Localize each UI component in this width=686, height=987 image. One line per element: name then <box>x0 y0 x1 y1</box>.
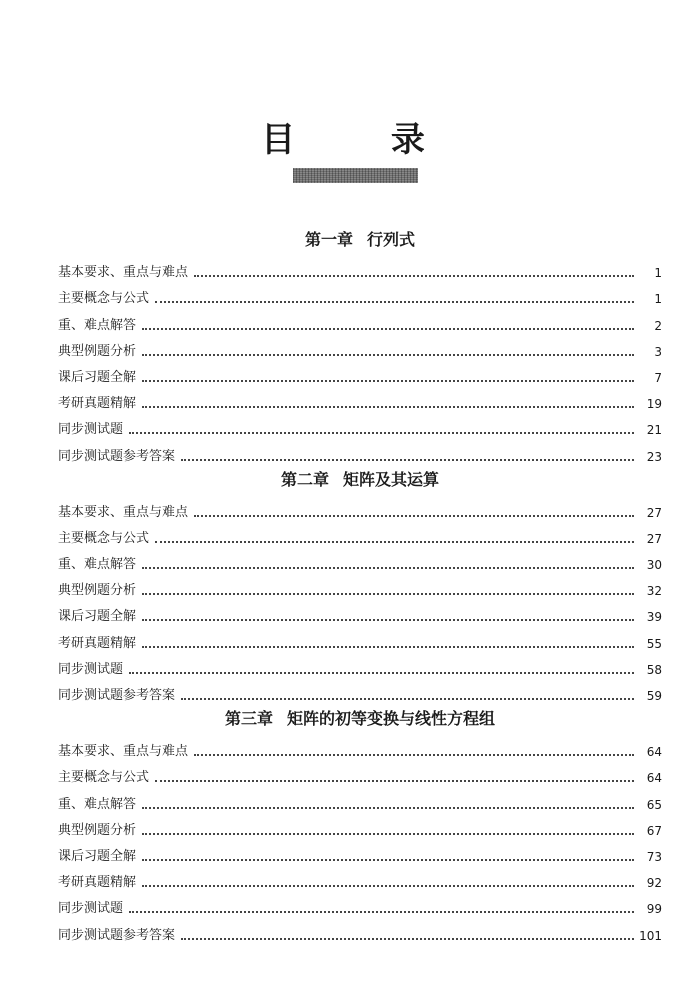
dot-leader <box>142 645 634 648</box>
table-of-contents <box>58 226 662 947</box>
toc-entry-page-number: 27 <box>646 505 662 520</box>
dot-leader <box>142 566 634 569</box>
toc-entry-label: 同步测试题 <box>58 422 124 438</box>
toc-entry-label: 典型例题分析 <box>58 822 137 838</box>
toc-entry[interactable] <box>58 574 662 600</box>
toc-entry-label: 同步测试题参考答案 <box>58 448 176 464</box>
toc-entry-page-number: 92 <box>646 876 662 891</box>
toc-entry-label: 考研真题精解 <box>58 396 137 412</box>
chapter-title: 行列式 <box>367 230 416 249</box>
toc-entry[interactable] <box>58 761 662 787</box>
toc-entry-page-number: 101 <box>639 928 662 943</box>
toc-entry-page-number: 1 <box>654 266 662 281</box>
toc-entry-label: 主要概念与公式 <box>58 530 150 546</box>
toc-entry-label: 典型例题分析 <box>58 583 137 599</box>
chapter-section <box>58 707 662 945</box>
toc-entry-label: 主要概念与公式 <box>58 770 150 786</box>
dot-leader <box>142 592 634 595</box>
toc-entry[interactable] <box>58 522 662 548</box>
toc-entry[interactable] <box>58 413 662 439</box>
toc-entry-label: 典型例题分析 <box>58 343 137 359</box>
toc-entry[interactable] <box>58 735 662 761</box>
toc-entry-page-number: 27 <box>646 531 662 546</box>
toc-entry-page-number: 73 <box>646 849 662 864</box>
chapter-title: 矩阵的初等变换与线性方程组 <box>287 709 496 728</box>
dot-leader <box>142 327 634 330</box>
toc-entry-label: 课后习题全解 <box>58 369 137 385</box>
dot-leader <box>194 753 634 756</box>
dot-leader <box>155 540 634 543</box>
toc-entry[interactable] <box>58 496 662 522</box>
toc-entry[interactable] <box>58 548 662 574</box>
toc-entry-label: 同步测试题 <box>58 901 124 917</box>
dot-leader <box>142 405 634 408</box>
toc-entry-page-number: 99 <box>646 902 662 917</box>
dot-leader <box>142 884 634 887</box>
toc-entry[interactable] <box>58 256 662 282</box>
toc-entry-label: 基本要求、重点与难点 <box>58 744 189 760</box>
toc-entry-page-number: 64 <box>646 771 662 786</box>
toc-entry-page-number: 23 <box>646 449 662 464</box>
chapter-heading <box>58 707 662 731</box>
toc-entry-label: 基本要求、重点与难点 <box>58 504 189 520</box>
dot-leader <box>142 806 634 809</box>
toc-entry-label: 重、难点解答 <box>58 317 137 333</box>
toc-entry-page-number: 67 <box>646 823 662 838</box>
dot-leader <box>129 671 634 674</box>
toc-entry[interactable] <box>58 679 662 705</box>
chapter-section <box>58 228 662 466</box>
toc-entry[interactable] <box>58 335 662 361</box>
toc-entry-page-number: 19 <box>646 397 662 412</box>
chapter-section <box>58 468 662 706</box>
chapter-number: 第二章 <box>280 469 329 489</box>
toc-entry[interactable] <box>58 787 662 813</box>
toc-entry-page-number: 32 <box>646 584 662 599</box>
dot-leader <box>181 458 634 461</box>
chapter-number: 第一章 <box>304 230 353 249</box>
dot-leader <box>129 431 634 434</box>
dot-leader <box>155 779 634 782</box>
toc-entry-label: 课后习题全解 <box>58 848 137 864</box>
chapter-number: 第三章 <box>224 709 273 728</box>
toc-entry-label: 主要概念与公式 <box>58 291 150 307</box>
dot-leader <box>142 353 634 356</box>
toc-entry[interactable] <box>58 387 662 413</box>
toc-entry-label: 重、难点解答 <box>58 557 137 573</box>
toc-entry-page-number: 21 <box>646 423 662 438</box>
toc-entry[interactable] <box>58 439 662 465</box>
toc-entry[interactable] <box>58 840 662 866</box>
toc-entry-label: 重、难点解答 <box>58 796 137 812</box>
toc-entry[interactable] <box>58 308 662 334</box>
toc-entry-label: 考研真题精解 <box>58 875 137 891</box>
toc-entry-label: 考研真题精解 <box>58 635 137 651</box>
toc-entry-page-number: 64 <box>646 745 662 760</box>
dot-leader <box>142 379 634 382</box>
toc-entry-page-number: 65 <box>646 797 662 812</box>
toc-entry-label: 基本要求、重点与难点 <box>58 265 189 281</box>
chapter-heading <box>58 228 662 252</box>
toc-entry-page-number: 1 <box>654 292 662 307</box>
toc-entry-label: 同步测试题参考答案 <box>58 927 176 943</box>
toc-entry-page-number: 55 <box>646 636 662 651</box>
dot-leader <box>194 274 634 277</box>
toc-entry[interactable] <box>58 361 662 387</box>
toc-entry-label: 课后习题全解 <box>58 609 137 625</box>
dot-leader <box>181 697 634 700</box>
toc-entry[interactable] <box>58 600 662 626</box>
dot-leader <box>142 832 634 835</box>
toc-entry[interactable] <box>58 892 662 918</box>
toc-entry-page-number: 2 <box>654 318 662 333</box>
toc-entry-page-number: 59 <box>646 689 662 703</box>
toc-entry[interactable] <box>58 814 662 840</box>
dot-leader <box>181 937 634 940</box>
toc-entry[interactable] <box>58 918 662 944</box>
toc-entry-page-number: 3 <box>654 344 662 359</box>
dot-leader <box>129 910 634 913</box>
toc-entry-page-number: 30 <box>646 558 662 573</box>
toc-entry-page-number: 39 <box>646 610 662 625</box>
dot-leader <box>194 514 634 517</box>
toc-entry-page-number: 7 <box>654 370 662 385</box>
toc-entry-label: 同步测试题 <box>58 661 124 677</box>
toc-entry-label: 同步测试题参考答案 <box>58 688 176 703</box>
dot-leader <box>142 618 634 621</box>
toc-entry-page-number: 58 <box>646 662 662 677</box>
chapter-heading <box>58 468 662 492</box>
title-decorative-bar <box>293 168 418 183</box>
toc-entry[interactable] <box>58 282 662 308</box>
page-title: 目 录 <box>261 120 467 160</box>
dot-leader <box>155 300 634 303</box>
dot-leader <box>142 858 634 861</box>
chapter-title: 矩阵及其运算 <box>343 469 440 489</box>
toc-entry[interactable] <box>58 653 662 679</box>
toc-entry[interactable] <box>58 626 662 652</box>
toc-entry[interactable] <box>58 866 662 892</box>
